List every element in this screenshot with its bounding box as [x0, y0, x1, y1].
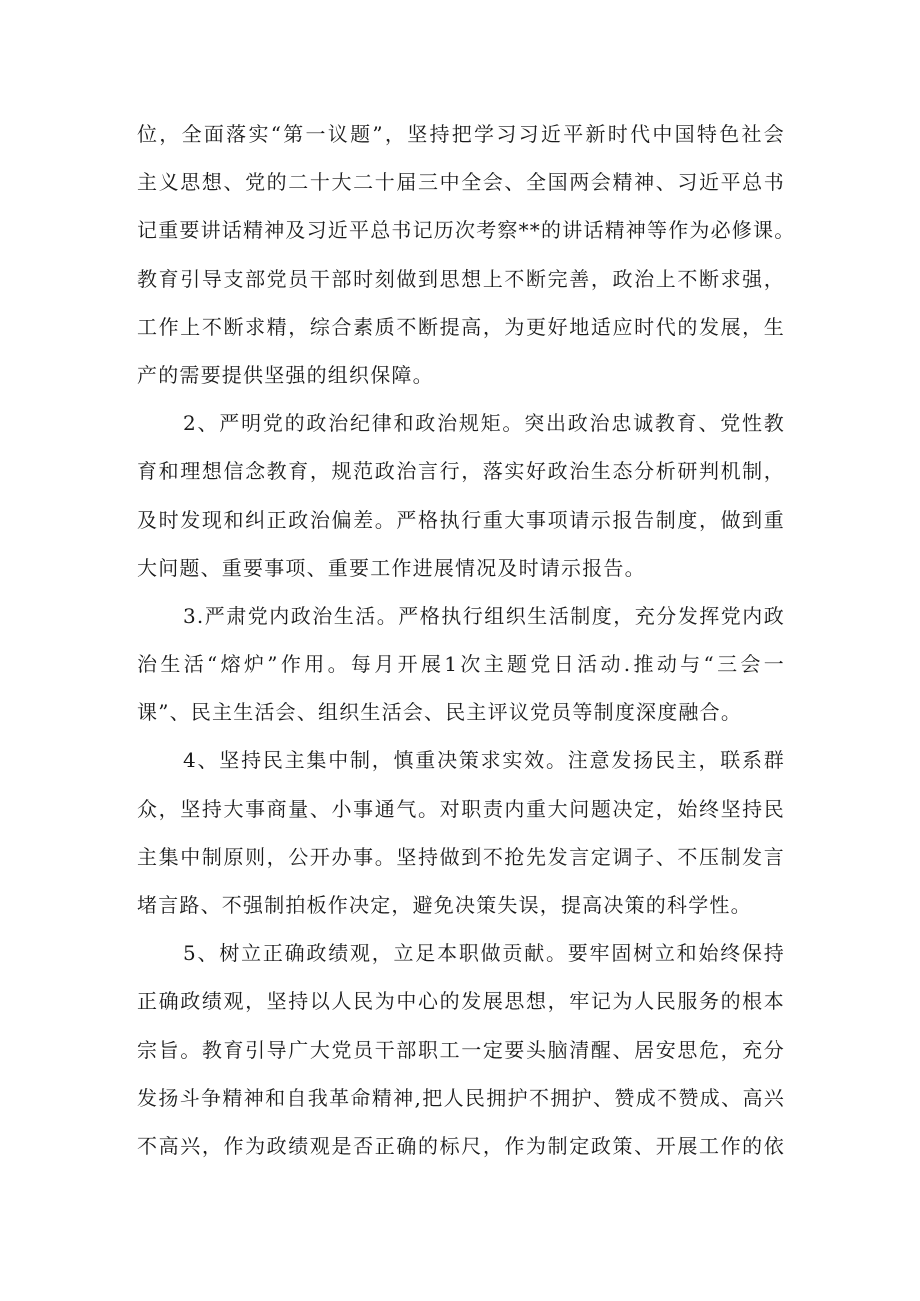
paragraph-1 [137, 110, 796, 399]
text-line: 主义思想、党的二十大二十届三中全会、全国两会精神、习近平总书 [137, 170, 785, 195]
text-line: 产的需要提供坚强的组织保障。 [137, 362, 434, 387]
text-line: 不高兴，作为政绩观是否正确的标尺，作为制定政策、开展工作的依 [137, 1133, 785, 1158]
text-line: 育和理想信念教育，规范政治言行，落实好政治生态分析研判机制， [137, 459, 785, 484]
text-line: 2、严明党的政治纪律和政治规矩。突出政治忠诚教育、党性教 [183, 411, 785, 436]
paragraph-2 [137, 399, 785, 592]
text-line: 课”、民主生活会、组织生活会、民主评议党员等制度深度融合。 [137, 700, 743, 725]
text-line: 记重要讲话精神及习近平总书记历次考察**的讲话精神等作为必修课。 [137, 218, 796, 243]
text-line: 及时发现和纠正政治偏差。严格执行重大事项请示报告制度，做到重 [137, 507, 785, 532]
paragraph-4 [137, 736, 785, 929]
text-line: 宗旨。教育引导广大党员干部职工一定要头脑清醒、居安思危，充分 [137, 1037, 785, 1062]
document-body [137, 110, 796, 1170]
paragraph-3 [137, 592, 785, 737]
text-line: 位，全面落实“第一议题”，坚持把学习习近平新时代中国特色社会 [137, 122, 785, 146]
text-line: 工作上不断求精，综合素质不断提高，为更好地适应时代的发展，生 [137, 314, 785, 339]
text-line: 教育引导支部党员干部时刻做到思想上不断完善，政治上不断求强， [137, 266, 785, 291]
text-line: 3.严肃党内政治生活。严格执行组织生活制度，充分发挥党内政 [183, 603, 785, 628]
text-line: 正确政绩观，坚持以人民为中心的发展思想，牢记为人民服务的根本 [137, 989, 785, 1014]
text-line: 大问题、重要事项、重要工作进展情况及时请示报告。 [137, 555, 646, 580]
text-line: 众，坚持大事商量、小事通气。对职责内重大问题决定，始终坚持民 [137, 796, 785, 821]
text-line: 堵言路、不强制拍板作决定，避免决策失误，提高决策的科学性。 [137, 893, 752, 917]
text-line: 发扬斗争精神和自我革命精神,把人民拥护不拥护、赞成不赞成、高兴 [137, 1085, 785, 1110]
text-line: 治生活“熔炉”作用。每月开展1次主题党日活动.推动与“三会一 [137, 652, 785, 677]
text-line: 5、树立正确政绩观，立足本职做贡献。要牢固树立和始终保持 [183, 941, 785, 966]
text-line: 4、坚持民主集中制，慎重决策求实效。注意发扬民主，联系群 [183, 748, 785, 773]
text-line: 主集中制原则，公开办事。坚持做到不抢先发言定调子、不压制发言 [137, 844, 785, 869]
paragraph-5 [137, 929, 785, 1170]
